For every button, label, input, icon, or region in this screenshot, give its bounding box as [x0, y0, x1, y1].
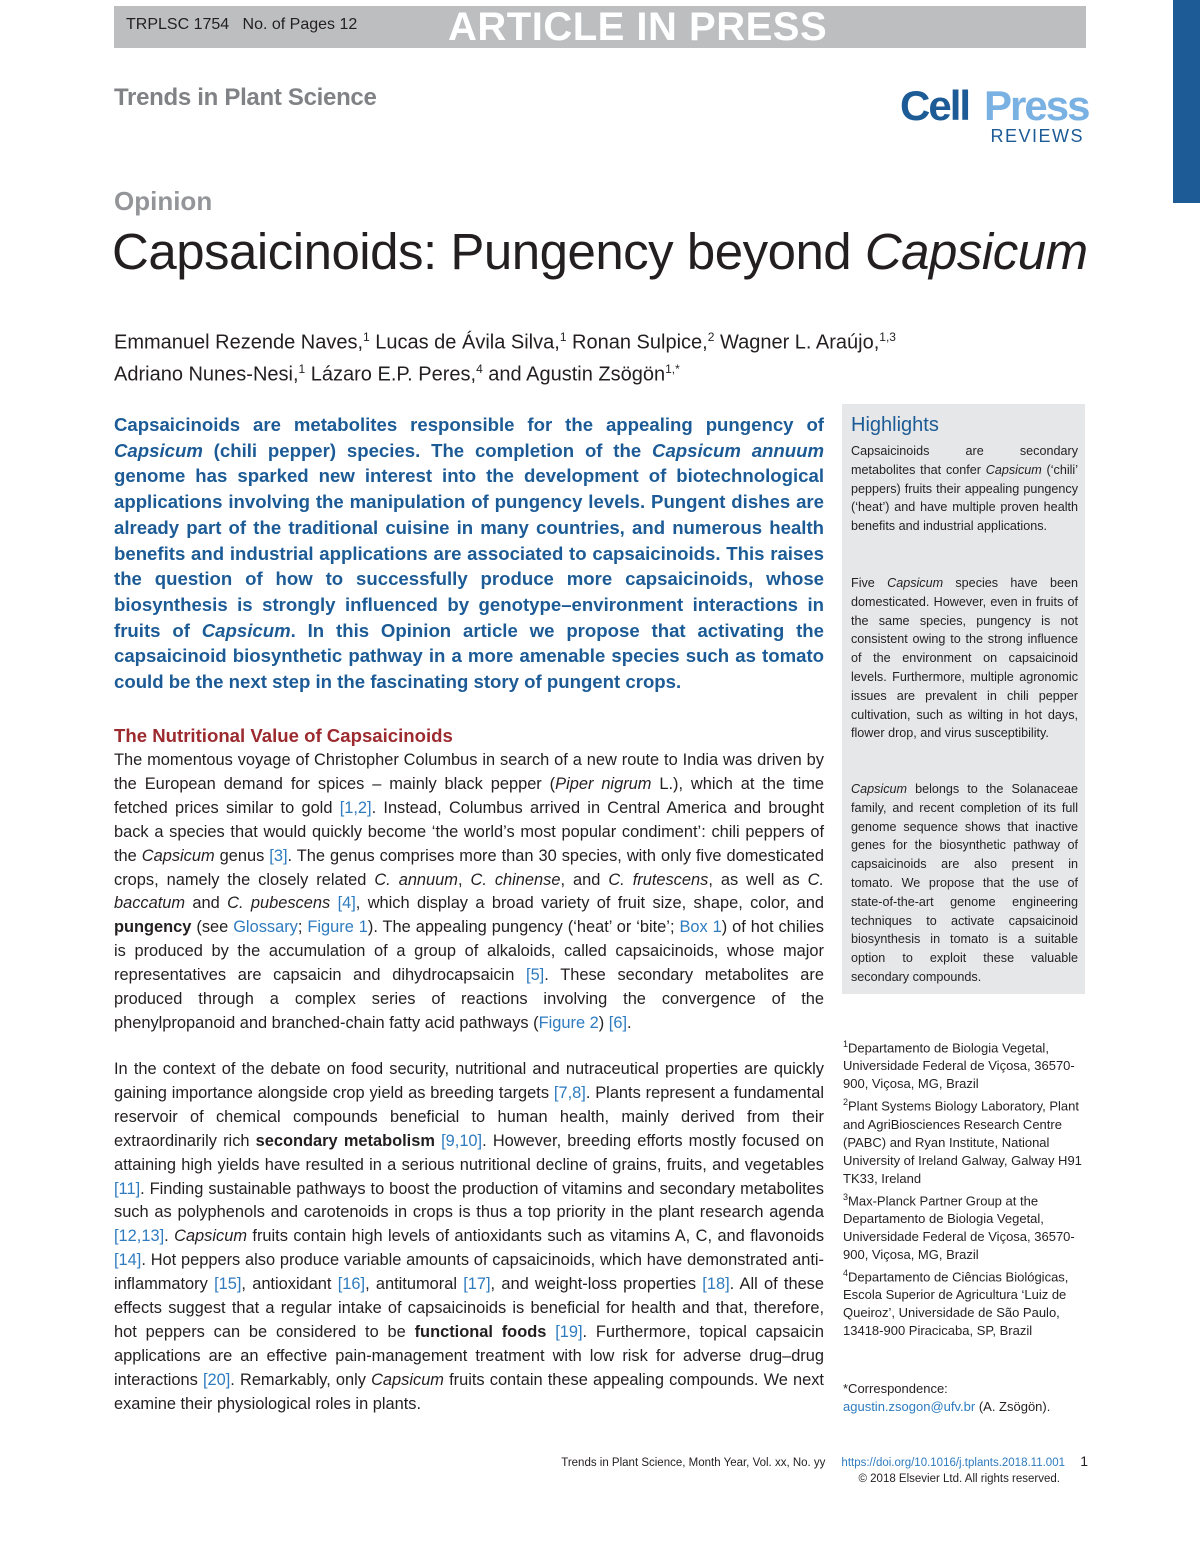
body-text: , antitumoral — [365, 1275, 464, 1294]
body-paragraph-2 — [114, 1058, 824, 1417]
reference-link[interactable]: [6] — [608, 1013, 628, 1032]
abstract-italic: Capsicum — [201, 619, 291, 641]
reference-link[interactable]: [1,2] — [339, 798, 372, 817]
affiliation-item — [843, 1188, 1088, 1264]
affiliations — [843, 1035, 1088, 1340]
footer-copyright: © 2018 Elsevier Ltd. All rights reserved. — [858, 1473, 1060, 1485]
highlight-text: species have been domesticated. However, even in fruits of the same species, pungency is not consistent owing to the strong influence of the environment on capsaicinoid levels. Furthermore, multiple agronomic issues are prevalent in chili pepper cultivation, such as wilting in hot days, flower drop, and virus susceptibility. — [851, 576, 1078, 741]
body-text: . Remarkably, only — [230, 1370, 372, 1389]
manuscript-id: TRPLSC 1754 — [126, 16, 230, 33]
reference-link[interactable]: [7,8] — [553, 1083, 586, 1102]
author-affil-sup: 1 — [559, 330, 567, 344]
body-text: . Furthermore, topical capsaicin applications are an effective pain-management treatment with low risk for adverse drug–drug interactions — [114, 1322, 825, 1389]
affiliation-sup: 3 — [843, 1191, 849, 1202]
body-text: , antioxidant — [241, 1275, 338, 1294]
abstract-italic: Capsicum annuum — [652, 439, 824, 461]
author-name: Emmanuel Rezende Naves, — [114, 331, 364, 354]
body-text — [546, 1323, 555, 1341]
author-name: Wagner L. Araújo, — [714, 331, 880, 354]
body-text: . These secondary metabolites are produced through a complex series of reactions involving the convergence of the phenylpropanoid and branched-chain fatty acid pathways ( — [114, 966, 824, 1032]
body-text: ; — [297, 918, 308, 937]
affiliation-text: Departamento de Ciências Biológicas, Escola Superior de Agricultura ‘Luiz de Queiroz’, Universidade de São Paulo, 13418-900 Piracicaba, SP, Brazil — [843, 1269, 1069, 1339]
body-text: genus — [214, 846, 270, 865]
body-text: , and — [560, 870, 609, 889]
manuscript-info — [126, 16, 357, 34]
author-affil-sup: 4 — [476, 361, 483, 376]
reference-link[interactable]: [14] — [114, 1251, 142, 1270]
article-in-press-banner — [114, 6, 1086, 48]
reference-link[interactable]: [3] — [269, 846, 288, 865]
species-name: C. baccatum — [114, 870, 825, 913]
correspondence — [843, 1380, 1088, 1416]
banner-text: ARTICLE IN PRESS — [448, 5, 828, 49]
body-text: ). The appealing pungency (‘heat’ or ‘bite’; — [367, 918, 680, 937]
body-text: The momentous voyage of Christopher Columbus in search of a new route to India was driven by the European demand for spices – mainly black pepper ( — [114, 751, 824, 793]
species-name: C. annuum — [374, 870, 458, 889]
author-name: Lázaro E.P. Peres, — [305, 363, 477, 386]
figure-link[interactable]: Figure 1 — [307, 918, 368, 937]
correspondence-line — [843, 1398, 1088, 1416]
author-name: Adriano Nunes-Nesi, — [114, 363, 299, 386]
species-name: C. frutescens — [608, 870, 709, 889]
author-affil-sup: 1 — [298, 361, 306, 376]
reference-link[interactable]: [15] — [214, 1275, 242, 1294]
author-line-1 — [114, 324, 1014, 356]
affiliation-sup: 4 — [843, 1267, 849, 1278]
species-name: Capsicum — [174, 1227, 247, 1246]
body-text: fruits contain high levels of antioxidants such as vitamins A, C, and flavonoids — [246, 1227, 825, 1246]
reference-link[interactable]: [12,13] — [114, 1227, 165, 1246]
body-text: L.), which at the time fetched prices similar to gold — [114, 774, 824, 817]
logo-cell-text: Cell — [900, 82, 970, 129]
journal-name: Trends in Plant Science — [114, 84, 377, 111]
abstract-text: . In this Opinion article we propose that activating the capsaicinoid biosynthetic pathway in a more amenable species such as tomato could be the next step in the fascinating story of pungent crops. — [114, 619, 824, 693]
author-name: and Agustin Zsögön — [482, 363, 666, 386]
reference-link[interactable]: [20] — [202, 1370, 231, 1389]
reference-link[interactable]: [17] — [463, 1275, 491, 1294]
page-count: No. of Pages 12 — [242, 16, 358, 33]
highlight-text: Capsaicinoids are secondary metabolites that confer — [851, 444, 1078, 477]
affiliation-item — [843, 1093, 1088, 1187]
body-text — [330, 894, 337, 912]
logo-press-text: Press — [984, 82, 1089, 129]
body-text: . Instead, Columbus arrived in Central America and brought back a species that would quickly become ‘the world’s most popular condiment’: chili peppers of the — [114, 798, 824, 865]
footer-citation-line — [561, 1453, 1088, 1469]
reference-link[interactable]: [9,10] — [441, 1131, 483, 1150]
correspondence-email[interactable]: agustin.zsogon@ufv.br — [843, 1399, 976, 1414]
glossary-link[interactable]: Glossary — [233, 918, 298, 937]
affiliation-text: Plant Systems Biology Laboratory, Plant and AgriBiosciences Research Centre (PABC) and Ryan Institute, National University of Ireland Galway, Galway H91 TK33, Ireland — [843, 1098, 1082, 1186]
figure-link[interactable]: Figure 2 — [538, 1013, 599, 1032]
cellpress-logo — [900, 82, 1090, 148]
species-name: Capsicum — [985, 462, 1042, 477]
author-list — [114, 324, 1014, 387]
abstract-text: genome has sparked new interest into the development of biotechnological applications involving the manipulation of pungency levels. Pungent dishes are already part of the traditional cuisine in many countries, and numerous health benefits and industrial applications are associated to capsaicinoids. This raises the question of how to successfully produce more capsaicinoids, whose biosynthesis is strongly influenced by genotype–environment interactions in fruits of — [114, 465, 824, 641]
abstract-italic: Capsicum — [114, 439, 203, 461]
highlight-text: (‘chili’ peppers) fruits their appealing pungency (‘heat’) and have multiple proven health benefits and industrial applications. — [851, 462, 1079, 534]
glossary-term: pungency — [114, 918, 192, 937]
species-name: Capsicum — [371, 1370, 444, 1389]
body-text: and — [185, 894, 228, 913]
highlight-item-3 — [851, 780, 1078, 987]
body-text: , which display a broad variety of fruit size, shape, color, and — [355, 894, 824, 913]
correspondence-label: *Correspondence: — [843, 1381, 948, 1396]
body-text: ) of hot chilies is produced by the accumulation of a group of alkaloids, called capsaicinoids, whose major representatives are capsaicin and dihydrocapsaicin — [114, 918, 824, 985]
affiliation-text: Max-Planck Partner Group at the Departamento de Biologia Vegetal, Universidade Federal de Viçosa, 36570-900, Viçosa, MG, Brazil — [843, 1192, 1075, 1262]
author-affil-sup: 1 — [363, 330, 370, 344]
body-text: . However, breeding efforts mostly focused on attaining high yields have resulted in a serious nutritional decline of grains, fruits, and vegetables — [114, 1131, 824, 1174]
body-text: ) — [598, 1013, 609, 1032]
reference-link[interactable]: [16] — [337, 1275, 366, 1294]
highlight-item-1 — [851, 442, 1078, 536]
abstract-text: (chili pepper) species. The completion of the — [202, 439, 653, 461]
article-title — [112, 222, 1088, 281]
author-name: Lucas de Ávila Silva, — [369, 331, 560, 354]
article-type-label: Opinion — [114, 186, 213, 216]
affiliation-sup: 2 — [843, 1097, 849, 1108]
species-name: Piper nigrum — [555, 774, 652, 793]
body-text: . Finding sustainable pathways to boost the production of vitamins and secondary metabolites such as polyphenols and carotenoids in crops is thus a top priority in the plant research agenda — [114, 1179, 824, 1222]
species-name: Capsicum — [851, 782, 907, 796]
title-italic: Capsicum — [864, 223, 1088, 280]
species-name: Capsicum — [141, 846, 215, 865]
body-text: . — [627, 1013, 632, 1032]
footer-citation: Trends in Plant Science, Month Year, Vol. xx, No. yy — [561, 1457, 826, 1469]
reference-link[interactable]: [19] — [555, 1322, 583, 1341]
reference-link[interactable]: [18] — [702, 1275, 730, 1294]
body-text: . Hot peppers also produce variable amounts of capsaicinoids, which have demonstrated anti-inflammatory — [114, 1251, 824, 1294]
author-affil-sup: 1,3 — [879, 330, 896, 344]
highlights-heading: Highlights — [851, 414, 939, 436]
body-text: , — [457, 870, 471, 889]
body-text: fruits contain these appealing compounds. We next examine their physiological roles in plants. — [114, 1370, 824, 1413]
species-name: C. pubescens — [227, 894, 331, 913]
reference-link[interactable]: [11] — [114, 1179, 141, 1198]
logo-reviews-text: REVIEWS — [990, 126, 1084, 146]
page-number: 1 — [1080, 1453, 1088, 1469]
affiliation-item — [843, 1035, 1088, 1093]
title-main: Capsaicinoids: Pungency beyond — [112, 223, 865, 280]
reference-link[interactable]: [4] — [337, 894, 356, 913]
body-text: . All of these effects suggest that a regular intake of capsaicinoids is beneficial for health and that, therefore, hot peppers can be considered to be — [114, 1275, 824, 1341]
correspondence-name: (A. Zsögön). — [975, 1399, 1051, 1414]
body-text: . The genus comprises more than 30 species, with only five domesticated crops, namely the closely related — [114, 846, 824, 889]
body-text: . — [164, 1227, 175, 1246]
body-text: , as well as — [708, 870, 808, 889]
highlight-text: belongs to the Solanaceae family, and recent completion of its full genome sequence shows that inactive genes for the biosynthetic pathway of capsaicinoids are also present in tomato. We propose that the use of state-of-the-art genome engineering techniques to activate capsaicinoid biosynthesis in tomato is a suitable option to exploit these valuable secondary compounds. — [851, 782, 1078, 984]
species-name: Capsicum — [887, 576, 944, 590]
side-color-tab — [1173, 0, 1200, 203]
species-name: C. chinense — [470, 870, 561, 889]
highlight-item-2 — [851, 574, 1078, 743]
author-line-2 — [114, 356, 1014, 388]
author-affil-sup: 1,* — [665, 361, 680, 376]
affiliation-item — [843, 1264, 1088, 1340]
highlight-text: Five — [851, 576, 888, 590]
glossary-term: functional foods — [414, 1322, 547, 1341]
body-text: , and weight-loss properties — [490, 1275, 703, 1294]
body-text: (see — [191, 918, 234, 937]
section-heading-nutrition: The Nutritional Value of Capsaicinoids — [114, 725, 453, 746]
box-link[interactable]: Box 1 — [679, 918, 722, 937]
glossary-term: secondary metabolism — [255, 1131, 435, 1150]
footer-doi-link[interactable]: https://doi.org/10.1016/j.tplants.2018.11.001 — [841, 1457, 1065, 1469]
reference-link[interactable]: [5] — [526, 966, 545, 985]
affiliation-text: Departamento de Biologia Vegetal, Universidade Federal de Viçosa, 36570-900, Viçosa, MG, Brazil — [843, 1040, 1075, 1092]
affiliation-sup: 1 — [843, 1039, 849, 1049]
body-text: . Plants represent a fundamental reservoir of chemical compounds beneficial to human health, mainly derived from their extraordinarily rich — [114, 1083, 824, 1150]
abstract — [114, 412, 824, 695]
body-paragraph-1 — [114, 749, 824, 1036]
author-affil-sup: 2 — [707, 330, 715, 344]
abstract-text: Capsaicinoids are metabolites responsible for the appealing pungency of — [114, 414, 824, 435]
author-name: Ronan Sulpice, — [566, 331, 708, 354]
body-text: In the context of the debate on food security, nutritional and nutraceutical properties are quickly gaining importance alongside crop yield as breeding targets — [114, 1060, 824, 1102]
